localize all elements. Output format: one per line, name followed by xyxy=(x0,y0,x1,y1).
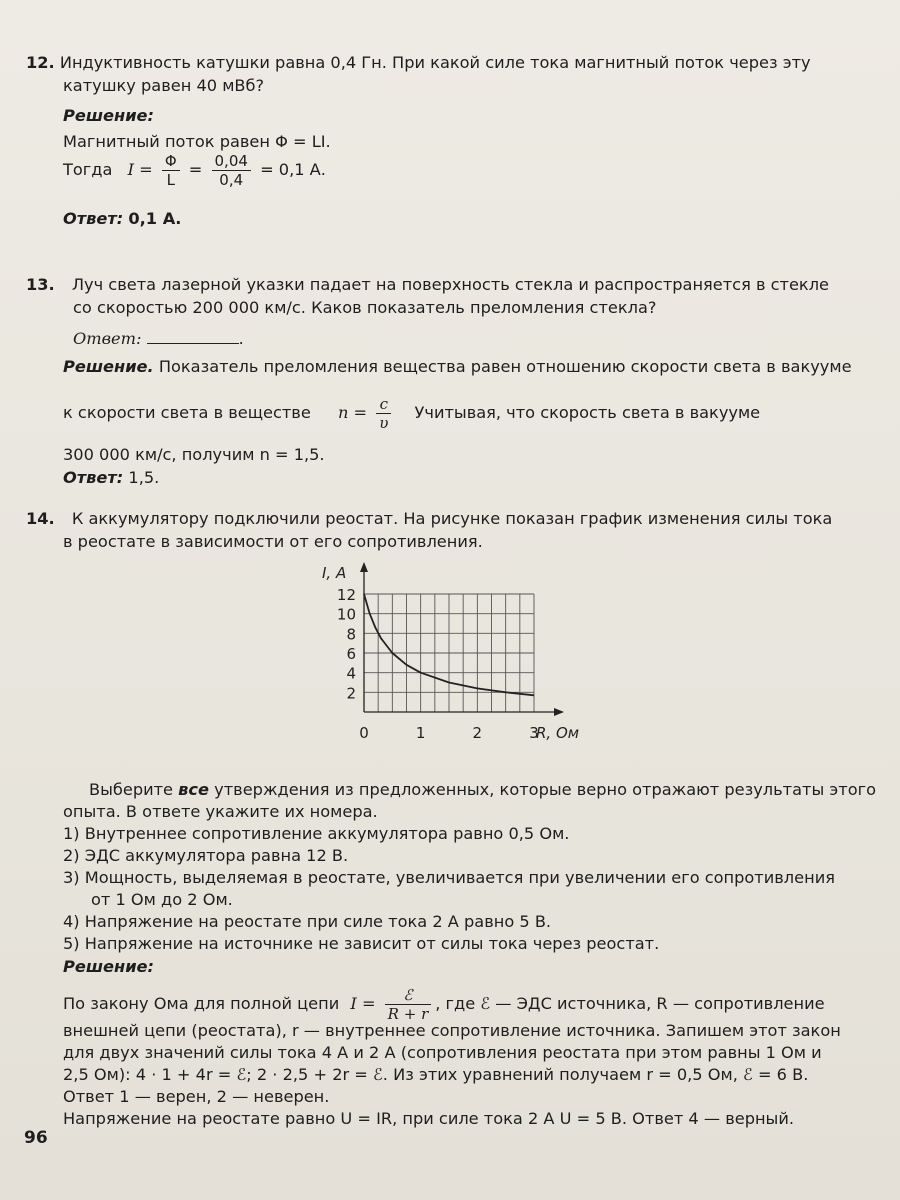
task12-answer-label: Ответ: xyxy=(63,209,124,228)
x-tick-label: 2 xyxy=(472,724,483,742)
task14-sol1-num: ℰ xyxy=(385,986,432,1005)
task13-frac-den: υ xyxy=(379,414,389,432)
task14-line1 xyxy=(26,508,832,530)
task13-solution-line1 xyxy=(63,356,852,378)
task14-solution-2: внешней цепи (реостата), r — внутреннее сопротивление источника. Запишем этот закон xyxy=(63,1021,841,1040)
task13-answer2-value: 1,5. xyxy=(128,468,160,487)
y-tick-label: 10 xyxy=(336,605,356,624)
task12-frac2-num: 0,04 xyxy=(212,152,251,171)
x-tick-label: 0 xyxy=(359,724,369,742)
task14-number: 14. xyxy=(26,509,55,528)
task13-solution-label: Решение. xyxy=(63,357,154,376)
task13-solution-line2 xyxy=(63,395,760,432)
task12-answer-value: 0,1 А. xyxy=(128,209,182,228)
task13-answer-label: Ответ: xyxy=(73,329,142,348)
task13-solution-text-3: 300 000 км/с, получим n = 1,5. xyxy=(63,445,325,464)
task14-prompt-2: опыта. В ответе укажите их номера. xyxy=(63,802,378,821)
y-axis-arrow xyxy=(360,562,368,572)
task13-number: 13. xyxy=(26,275,55,294)
task12-answer xyxy=(63,208,181,230)
task13-answer2-label: Ответ: xyxy=(63,468,124,487)
task14-option-4: 4) Напряжение на реостате при силе тока 2 А равно 5 В. xyxy=(63,912,552,931)
task14-option-3: 3) Мощность, выделяемая в реостате, увеличивается при увеличении его сопротивления xyxy=(63,868,835,887)
task13-text-1: Луч света лазерной указки падает на поверхность стекла и распространяется в стекле xyxy=(71,275,830,294)
x-tick-label: 1 xyxy=(415,724,426,742)
answer-blank-line[interactable] xyxy=(147,329,239,344)
task14-solution-4: 2,5 Ом): 4 · 1 + 4r = ℰ; 2 · 2,5 + 2r = ℰ. Из этих уравнений получаем r = 0,5 Ом, ℰ = 6 В. xyxy=(63,1065,809,1084)
task14-option-3-cont: от 1 Ом до 2 Ом. xyxy=(91,890,233,909)
task12-line1 xyxy=(26,52,811,74)
task12-fraction-1 xyxy=(162,152,180,189)
x-axis-label: R, Ом xyxy=(536,724,580,742)
x-tick-label: 3 xyxy=(529,724,539,742)
task14-text-1: К аккумулятору подключили реостат. На рисунке показан график изменения силы тока xyxy=(71,509,833,528)
task14-prompt-1 xyxy=(89,779,876,801)
task14-prompt-em: все xyxy=(178,780,209,799)
task13-answer-blank: Ответ: . xyxy=(73,329,244,348)
task12-frac1-num: Φ xyxy=(162,152,180,171)
task12-formula-rhs: = 0,1 А. xyxy=(260,160,326,179)
task13-solution-text-2a: к скорости света в веществе xyxy=(63,403,311,422)
task14-option-1: 1) Внутреннее сопротивление аккумулятора равно 0,5 Ом. xyxy=(63,824,570,843)
task13-formula-lhs: n = xyxy=(337,403,368,422)
task12-frac2-den: 0,4 xyxy=(219,171,244,189)
task14-sol1-den: R + r xyxy=(387,1005,429,1023)
task14-solution-label: Решение: xyxy=(63,957,154,976)
task12-then: Тогда xyxy=(63,160,113,179)
task12-text-1: Индуктивность катушки равна 0,4 Гн. При какой силе тока магнитный поток через эту xyxy=(59,53,811,72)
y-tick-label: 4 xyxy=(346,664,356,683)
task13-line1 xyxy=(26,274,829,296)
y-tick-label: 6 xyxy=(346,645,356,663)
task12-number: 12. xyxy=(26,53,55,72)
task14-solution-6: Напряжение на реостате равно U = IR, при силе тока 2 А U = 5 В. Ответ 4 — верный. xyxy=(63,1109,794,1128)
y-tick-label: 2 xyxy=(346,684,356,703)
task14-solution-5: Ответ 1 — верен, 2 — неверен. xyxy=(63,1087,330,1106)
page-number: 96 xyxy=(24,1128,48,1148)
task14-text-2: в реостате в зависимости от его сопротивления. xyxy=(63,532,483,551)
y-tick-label: 12 xyxy=(336,586,356,604)
task13-frac-num: c xyxy=(376,395,391,414)
task14-sol1-lhs: I = xyxy=(350,994,376,1013)
task14-solution-3: для двух значений силы тока 4 А и 2 А (сопротивления реостата при этом равны 1 Ом и xyxy=(63,1043,822,1062)
task13-fraction xyxy=(376,395,391,432)
task14-sol1-fraction xyxy=(385,986,432,1023)
task14-sol1b: , где ℰ — ЭДС источника, R — сопротивление xyxy=(435,994,825,1013)
task12-text-2: катушку равен 40 мВб? xyxy=(63,76,265,95)
task13-solution-text-1: Показатель преломления вещества равен отношению скорости света в вакууме xyxy=(158,357,852,376)
task14-option-2: 2) ЭДС аккумулятора равна 12 В. xyxy=(63,846,349,865)
task14-prompt-1a: Выберите xyxy=(89,780,174,799)
task14-prompt-1b: утверждения из предложенных, которые верно отражают результаты этого xyxy=(214,780,877,799)
current-resistance-chart xyxy=(300,558,600,758)
task12-flux-text: Магнитный поток равен Φ = LI. xyxy=(63,132,331,151)
task13-answer xyxy=(63,467,159,489)
task12-frac1-den: L xyxy=(166,171,175,189)
task12-formula: Тогда I = $\frac{\Phi}{L}$ = $\frac{0,04}{0,4}$ = 0,1 А. xyxy=(63,152,326,189)
y-tick-label: 8 xyxy=(346,625,356,644)
task13-text-2: со скоростью 200 000 км/с. Каков показатель преломления стекла? xyxy=(73,298,657,317)
task12-solution-label: Решение: xyxy=(63,106,154,125)
task14-sol1a: По закону Ома для полной цепи xyxy=(63,994,340,1013)
task14-solution-1 xyxy=(63,986,825,1023)
task12-fraction-2 xyxy=(212,152,251,189)
x-axis-arrow xyxy=(554,708,564,716)
y-axis-label: I, А xyxy=(322,564,347,582)
task14-option-5: 5) Напряжение на источнике не зависит от силы тока через реостат. xyxy=(63,934,660,953)
task13-solution-text-2b: Учитывая, что скорость света в вакууме xyxy=(414,403,761,422)
task12-formula-lhs: I = xyxy=(127,160,153,179)
